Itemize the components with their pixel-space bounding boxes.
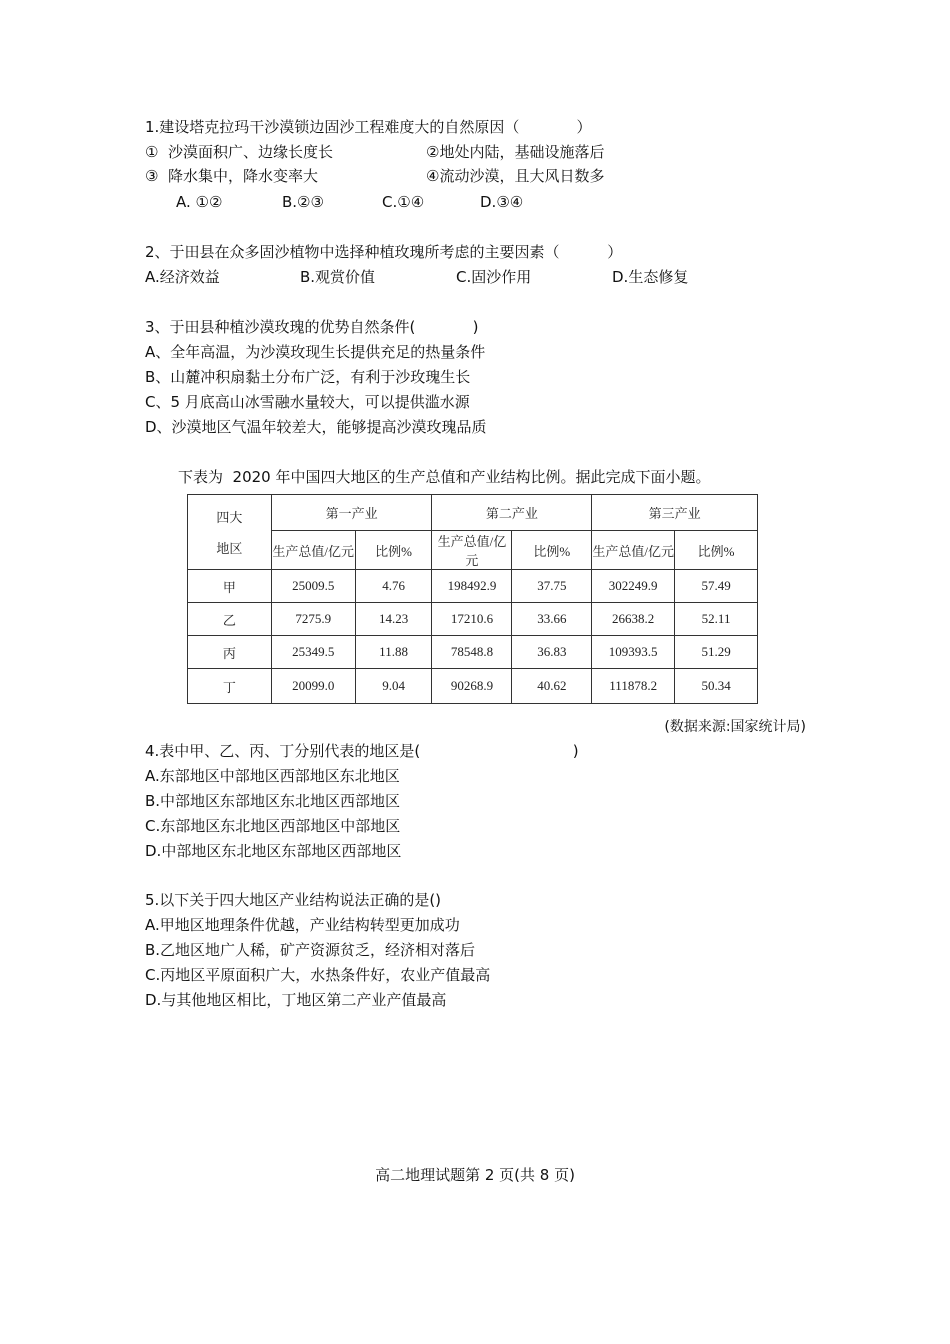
table-cell: 37.75 <box>512 570 592 603</box>
table-cell: 9.04 <box>355 669 432 704</box>
table-cell: 52.11 <box>675 603 758 636</box>
q1-choice-b: B.②③ <box>282 193 324 211</box>
table-cell: 57.49 <box>675 570 758 603</box>
region-cell: 丙 <box>188 636 272 669</box>
table-cell: 25349.5 <box>271 636 355 669</box>
table-cell: 51.29 <box>675 636 758 669</box>
q4-option-b: B.中部地区东部地区东北地区西部地区 <box>145 792 401 810</box>
table-cell: 14.23 <box>355 603 432 636</box>
table-cell: 302249.9 <box>592 570 675 603</box>
data-source: (数据来源:国家统计局) <box>664 719 806 735</box>
sub-header-text: 生产总值/亿元 <box>592 543 674 559</box>
sub-header-text: 生产总值/亿元 <box>272 543 355 559</box>
q1-choice-d: D.③④ <box>480 193 524 211</box>
gdp-table <box>187 494 758 704</box>
q2-choice-a: A.经济效益 <box>145 268 220 286</box>
q4-stem: 4.表中甲、乙、丙、丁分别代表的地区是( ) <box>145 742 579 760</box>
sub-header-ratio: 比例% <box>512 531 592 570</box>
q1-option-2: ②地处内陆，基础设施落后 <box>426 143 605 161</box>
q5-stem: 5.以下关于四大地区产业结构说法正确的是() <box>145 891 442 909</box>
q5-option-c: C.丙地区平原面积广大，水热条件好，农业产值最高 <box>145 966 491 984</box>
q5-option-d: D.与其他地区相比，丁地区第二产业产值最高 <box>145 991 447 1009</box>
table-cell: 17210.6 <box>432 603 512 636</box>
q3-stem: 3、于田县种植沙漠玫瑰的优势自然条件( ) <box>145 318 479 336</box>
sub-header-gdp <box>271 531 355 570</box>
region-header-line-1: 四大 <box>216 510 243 525</box>
page-footer: 高二地理试题第 2 页(共 8 页) <box>375 1166 575 1184</box>
table-cell: 20099.0 <box>271 669 355 704</box>
q3-option-c: C、5 月底高山冰雪融水量较大，可以提供滥水源 <box>145 393 470 411</box>
sub-header-ratio: 比例% <box>355 531 432 570</box>
q1-option-3: ③ 降水集中，降水变率大 <box>145 167 318 185</box>
q2-choice-b: B.观赏价值 <box>300 268 376 286</box>
table-cell: 50.34 <box>675 669 758 704</box>
q5-option-b: B.乙地区地广人稀，矿产资源贫乏，经济相对落后 <box>145 941 476 959</box>
q1-option-4: ④流动沙漠，且大风日数多 <box>426 167 605 185</box>
table-cell: 26638.2 <box>592 603 675 636</box>
q1-option-1: ① 沙漠面积广、边缘长度长 <box>145 143 333 161</box>
table-cell: 90268.9 <box>432 669 512 704</box>
q1-choice-c: C.①④ <box>382 193 425 211</box>
secondary-industry-header: 第二产业 <box>432 495 592 531</box>
table-cell: 11.88 <box>355 636 432 669</box>
q2-choice-d: D.生态修复 <box>612 268 689 286</box>
sub-header-gdp <box>592 531 675 570</box>
q3-option-a: A、全年高温，为沙漠玫现生长提供充足的热量条件 <box>145 343 486 361</box>
table-cell: 25009.5 <box>271 570 355 603</box>
sub-header-ratio: 比例% <box>675 531 758 570</box>
table-row <box>188 570 758 603</box>
tertiary-industry-header: 第三产业 <box>592 495 758 531</box>
sub-header-text: 生产总值/亿元 <box>437 534 507 568</box>
sub-header-gdp <box>432 531 512 570</box>
region-cell: 丁 <box>188 669 272 704</box>
q2-stem: 2、于田县在众多固沙植物中选择种植玫瑰所考虑的主要因素（ ） <box>145 243 623 261</box>
q5-option-a: A.甲地区地理条件优越，产业结构转型更加成功 <box>145 916 460 934</box>
table-cell: 111878.2 <box>592 669 675 704</box>
q3-option-d: D、沙漠地区气温年较差大，能够提高沙漠玫瑰品质 <box>145 418 487 436</box>
table-cell: 36.83 <box>512 636 592 669</box>
primary-industry-header: 第一产业 <box>271 495 432 531</box>
table-intro: 下表为 2020 年中国四大地区的生产总值和产业结构比例。据此完成下面小题。 <box>178 468 711 486</box>
q4-option-a: A.东部地区中部地区西部地区东北地区 <box>145 767 400 785</box>
table-cell: 33.66 <box>512 603 592 636</box>
q3-option-b: B、山麓冲积扇黏土分布广泛，有利于沙玫瑰生长 <box>145 368 471 386</box>
q4-option-d: D.中部地区东北地区东部地区西部地区 <box>145 842 402 860</box>
table-cell: 109393.5 <box>592 636 675 669</box>
q1-choice-a: A. ①② <box>176 193 223 211</box>
q2-choice-c: C.固沙作用 <box>456 268 532 286</box>
table-cell: 78548.8 <box>432 636 512 669</box>
region-header <box>188 495 272 570</box>
table-cell: 40.62 <box>512 669 592 704</box>
q1-stem: 1.建设塔克拉玛干沙漠锁边固沙工程难度大的自然原因（ ） <box>145 118 592 136</box>
table-cell: 7275.9 <box>271 603 355 636</box>
table-row <box>188 669 758 704</box>
table-cell: 198492.9 <box>432 570 512 603</box>
region-cell: 乙 <box>188 603 272 636</box>
table-cell: 4.76 <box>355 570 432 603</box>
q4-option-c: C.东部地区东北地区西部地区中部地区 <box>145 817 401 835</box>
region-header-line-2: 地区 <box>216 541 243 556</box>
region-cell: 甲 <box>188 570 272 603</box>
table-row <box>188 636 758 669</box>
table-row <box>188 603 758 636</box>
